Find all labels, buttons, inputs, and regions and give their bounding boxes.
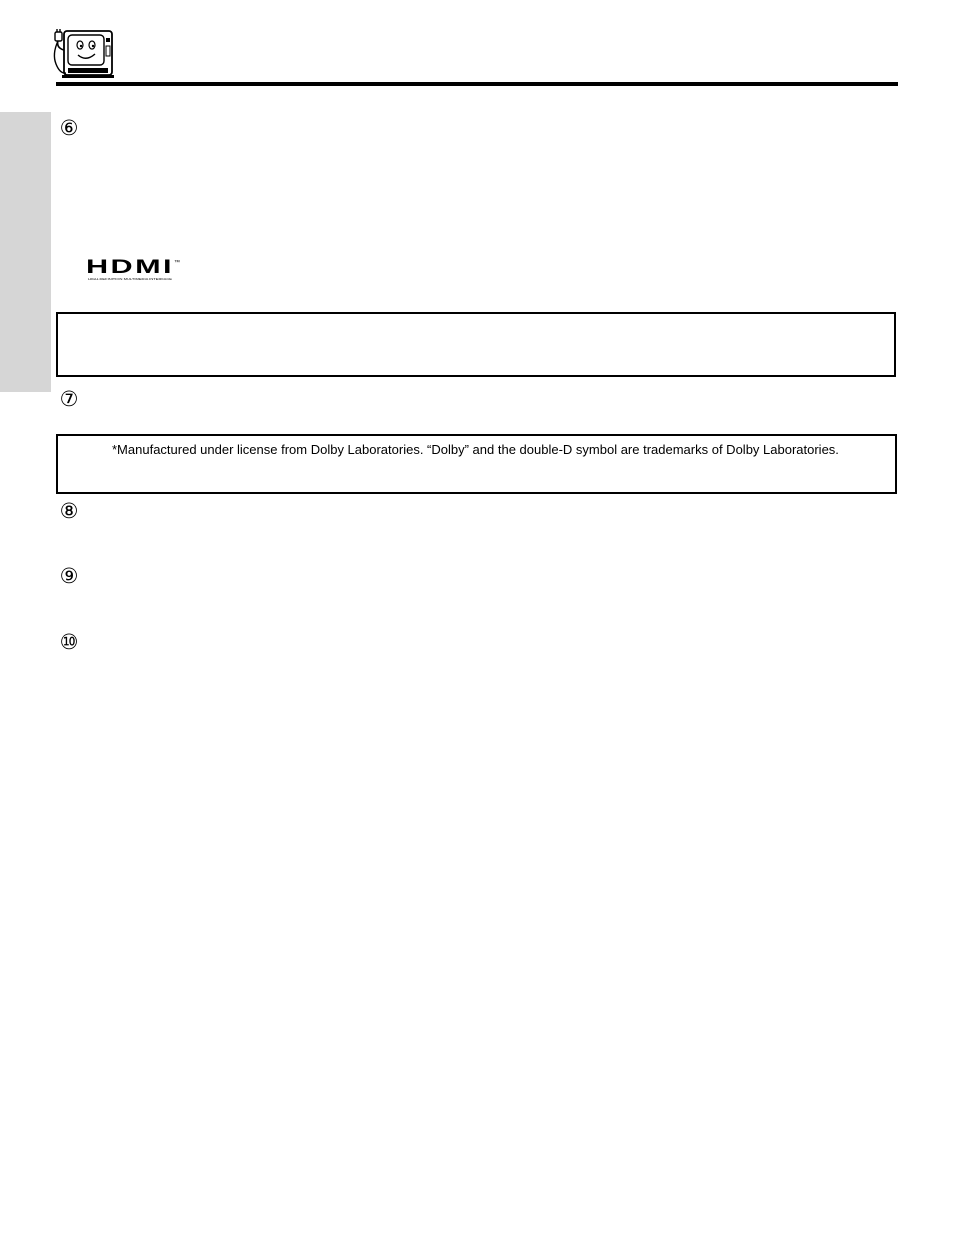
dolby-note-box — [56, 434, 897, 494]
item-marker-9: ⑨ — [59, 564, 79, 588]
tv-mascot-icon — [50, 28, 118, 80]
dolby-note-text: *Manufactured under license from Dolby Laboratories. “Dolby” and the double-D symbol are trademarks of Dolby Laboratories. — [112, 442, 839, 457]
item-marker-10: ⑩ — [59, 630, 79, 654]
hdmi-logo — [86, 257, 182, 283]
header-rule — [56, 82, 898, 86]
item-marker-7: ⑦ — [59, 387, 79, 411]
item-marker-8: ⑧ — [59, 499, 79, 523]
side-tab — [0, 112, 51, 392]
svg-text:HDMI: HDMI — [86, 257, 174, 278]
svg-text:HIGH-DEFINITION MULTIMEDIA INT: HIGH-DEFINITION MULTIMEDIA INTERFACE — [88, 277, 172, 281]
note-box — [56, 312, 896, 377]
item-marker-6: ⑥ — [59, 116, 79, 140]
svg-text:™: ™ — [174, 260, 180, 266]
